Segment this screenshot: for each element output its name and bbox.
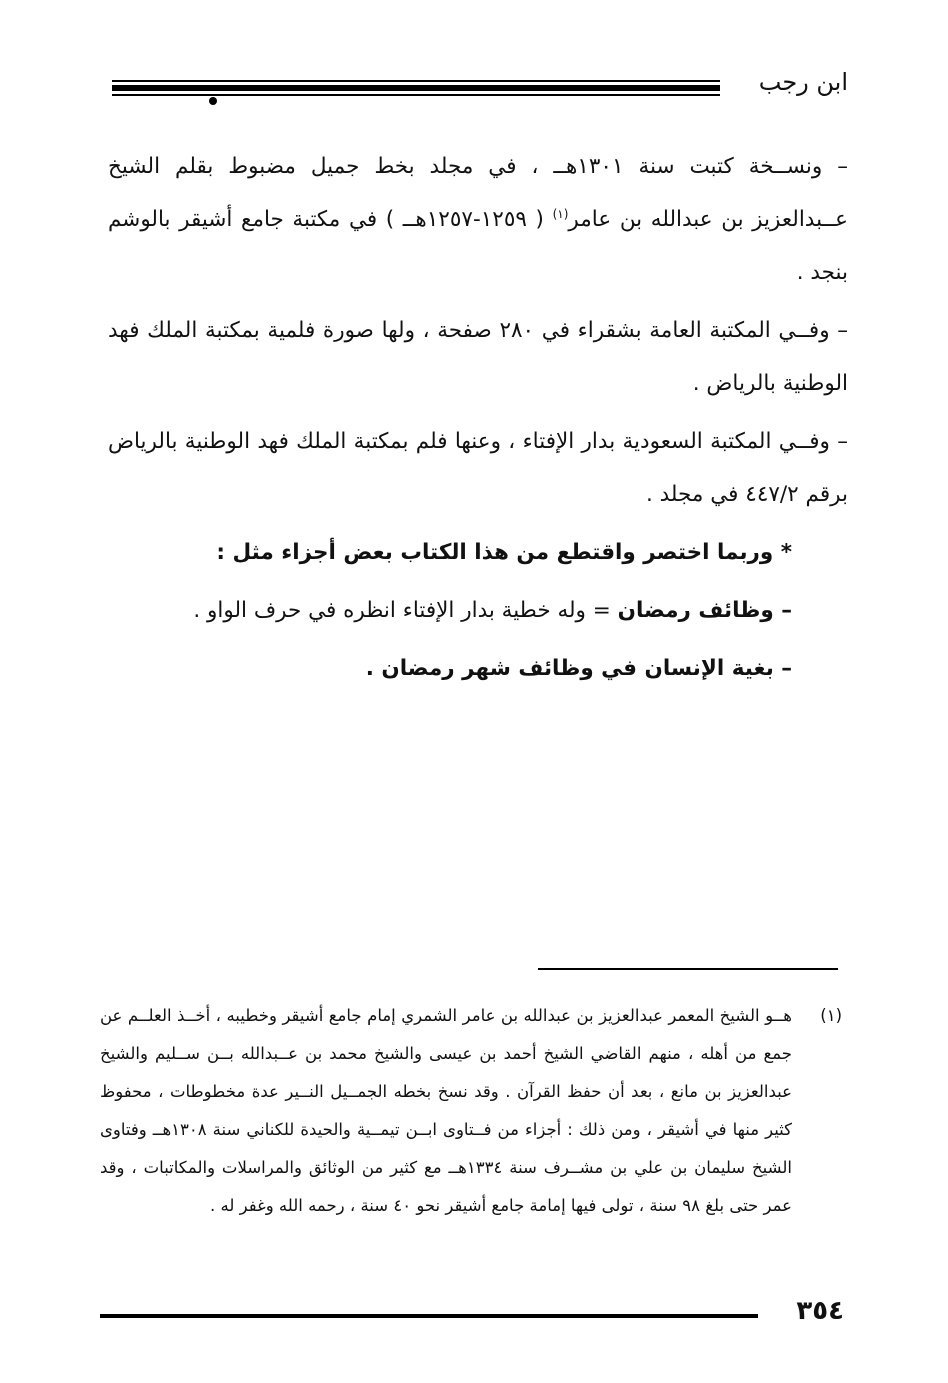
footnote-rule [538,968,838,970]
list-item-title: – وظائف رمضان [617,598,792,623]
header-dot [209,97,217,105]
paragraph: – وفــي المكتبة العامة بشقراء في ٢٨٠ صفحة ، ولها صورة فلمية بمكتبة الملك فهد الوطنية بالرياض . [108,318,848,396]
footnote-text: هــو الشيخ المعمر عبدالعزيز بن عبدالله بن عامر الشمري إمام جامع أشيقر وخطيبه ، أخــذ العلــم عن جمع من أهله ، منهم القاضي الشيخ أحمد بن عيسى والشيخ محمد بن عــبدالله بــن ســليم والشيخ عبدالعزيز بن مانع ، بعد أن حفظ القرآن . وقد نسخ بخطه الجمــيل النــير عدة مخطوطات ، محفوظ كثير منها في أشيقر ، ومن ذلك : أجزاء من فــتاوى ابــن تيمــية والحيدة للكناني سنة ١٣٠٨هــ وفتاوى الشيخ سليمان بن علي بن مشــرف سنة ١٣٣٤هــ مع كثير من الوثائق والمراسلات والمكاتبات ، وقد عمر حتى بلغ ٩٨ سنة ، تولى فيها إمامة جامع أشيقر نحو ٤٠ سنة ، رحمه الله وغفر له . [100,1006,793,1215]
section-lead: * وربما اختصر واقتطع من هذا الكتاب بعض أجزاء مثل : [216,540,792,565]
paragraph-text: – ونســخة كتبت سنة ١٣٠١هــ ، في مجلد بخط جميل مضبوط بقلم الشيخ عــبدالعزيز بن عبدالله بن عامر [108,154,848,232]
footer-rule [100,1314,758,1318]
list-item: – بغية الإنسان في وظائف شهر رمضان . [365,656,792,681]
footnote-reference: (١) [552,206,569,221]
header-rule [112,94,720,96]
paragraph: – وفــي المكتبة السعودية بدار الإفتاء ، وعنها فلم بمكتبة الملك فهد الوطنية بالرياض برقم ٤٤٧/٢ في مجلد . [108,429,848,507]
header-rule [112,80,720,82]
list-item [108,584,848,637]
footnote-number: (١) [820,1006,842,1025]
paragraph [108,140,848,299]
running-header: ابن رجب [758,68,848,96]
footnote [100,997,842,1225]
list-item-note: = وله خطية بدار الإفتاء انظره في حرف الواو . [193,598,611,623]
page-number: ٣٥٤ [796,1296,844,1326]
main-text [108,140,848,700]
paragraph-text: ( ١٢٥٩-١٢٥٧هــ ) في مكتبة جامع أشيقر بالوشم بنجد . [108,207,848,285]
header-rule [112,85,720,91]
